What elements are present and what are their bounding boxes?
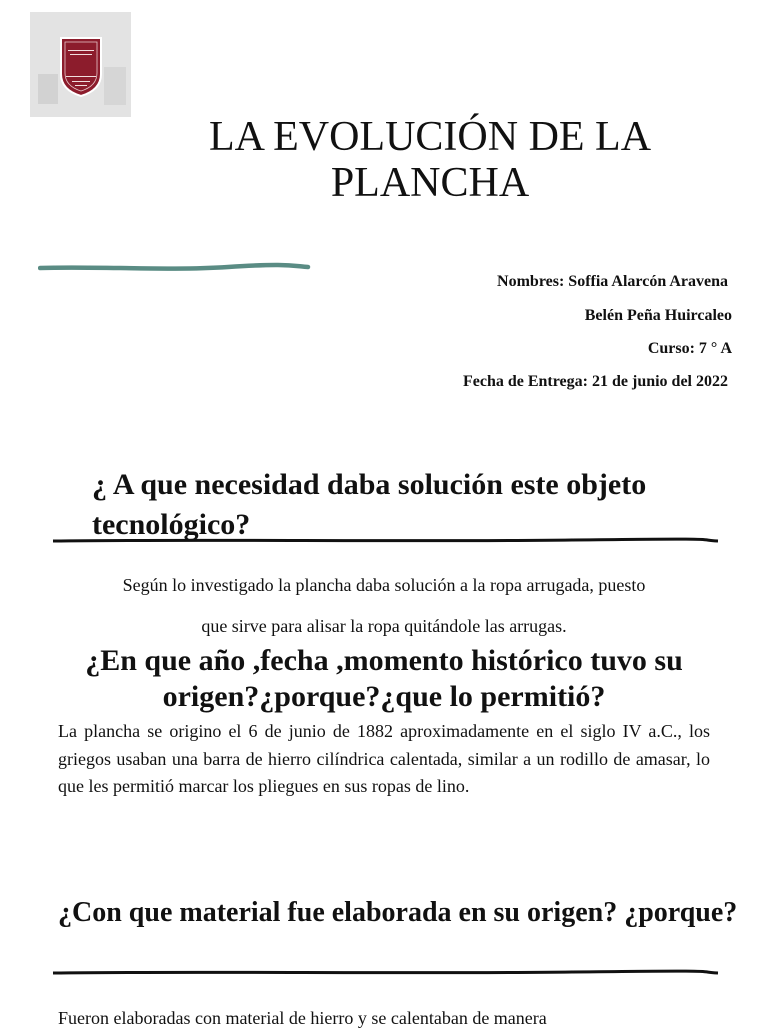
question-1-underline	[52, 537, 720, 545]
question-3-heading: ¿Con que material fue elaborada en su origen? ¿porque?	[58, 897, 738, 928]
answer-1-line-1: Según lo investigado la plancha daba solución a la ropa arrugada, puesto	[122, 575, 646, 595]
title-line-1: LA EVOLUCIÓN DE LA	[208, 114, 652, 160]
question-3-underline	[52, 969, 720, 977]
student-name-2: Belén Peña Huircaleo	[584, 307, 732, 324]
question-1-heading: ¿ A que necesidad daba solución este objeto tecnológico?	[92, 468, 647, 541]
school-crest-icon	[30, 12, 131, 117]
school-logo	[30, 12, 131, 117]
answer-1-line-2: que sirve para alisar la ropa quitándole las arrugas.	[201, 616, 567, 636]
document-title	[150, 114, 710, 206]
decorative-teal-stroke	[38, 262, 312, 274]
course-label: Curso: 7 ° A	[647, 340, 732, 357]
due-date: Fecha de Entrega: 21 de junio del 2022	[462, 373, 728, 390]
answer-3-paragraph: Fueron elaboradas con material de hierro y se calentaban de manera	[58, 1008, 547, 1028]
question-2-heading: ¿En que año ,fecha ,momento histórico tuvo su origen?¿porque?¿que lo permitió?	[85, 644, 683, 713]
answer-2-paragraph: La plancha se origino el 6 de junio de 1882 aproximadamente en el siglo IV a.C., los griegos usaban una barra de hierro cilíndrica calentada, similar a un rodillo de amasar, lo que les permitió marcar los pliegues en sus ropas de lino.	[58, 721, 710, 796]
title-line-2: PLANCHA	[330, 160, 530, 206]
student-names: Nombres: Soffia Alarcón Aravena	[497, 273, 728, 290]
